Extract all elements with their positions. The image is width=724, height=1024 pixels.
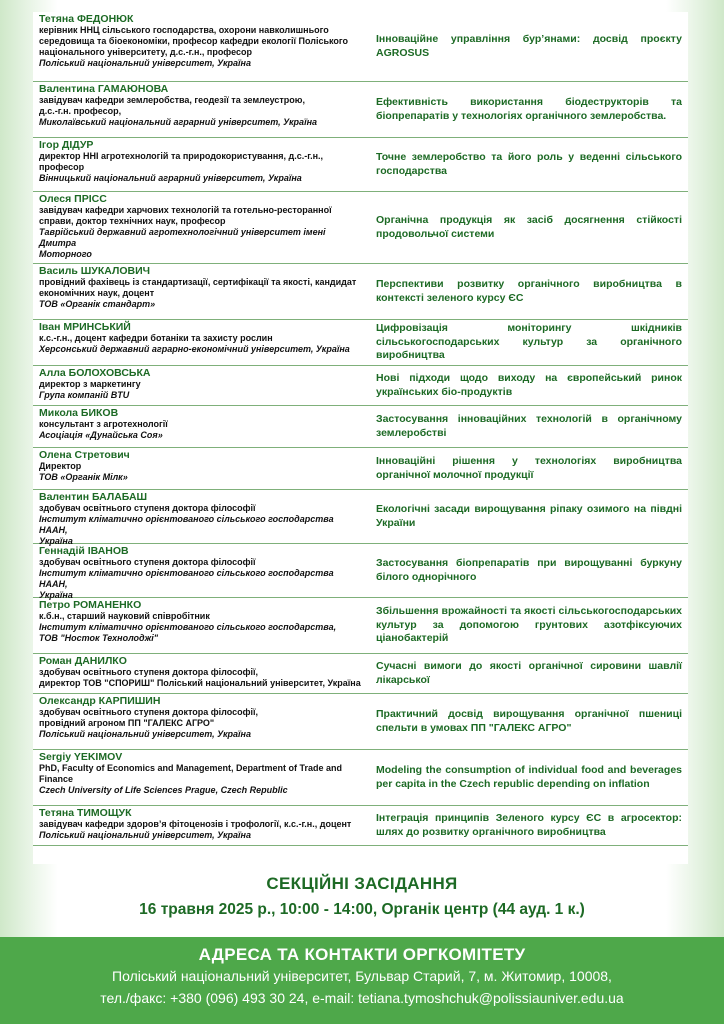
- speaker-position: здобувач освітнього ступеня доктора філософії,: [39, 707, 259, 717]
- speaker-details: [33, 544, 368, 600]
- talk-topic: Інноваційне управління бур’янами: досвід проєкту AGROSUS: [376, 33, 682, 59]
- talk-topic-cell: [368, 544, 688, 597]
- speaker-name: Олена Стретович: [39, 449, 130, 461]
- speaker-name: Валентина ГАМАЮНОВА: [39, 83, 169, 95]
- speaker-institution: Поліський національний університет, Україна: [39, 58, 251, 68]
- speaker-row: [33, 806, 688, 846]
- talk-topic-cell: [368, 654, 688, 693]
- speaker-institution: Інститут кліматично орієнтованого сільського господарства НААН,: [39, 514, 334, 535]
- speaker-details: [33, 82, 368, 137]
- speaker-row: [33, 490, 688, 544]
- speaker-details: [33, 448, 368, 489]
- speaker-name: Sergiy YEKIMOV: [39, 751, 123, 763]
- talk-topic-cell: [368, 264, 688, 319]
- talk-topic: Застосування біопрепаратів при вирощуванні буркуну білого однорічного: [376, 557, 682, 583]
- talk-topic-cell: [368, 806, 688, 845]
- speaker-row: [33, 320, 688, 366]
- speakers-table: [33, 12, 688, 864]
- speaker-position: завідувач кафедри землеробства, геодезії та землеустрою,: [39, 95, 305, 105]
- speaker-position: к.б.н., старший науковий співробітник: [39, 611, 210, 621]
- speaker-row: [33, 82, 688, 138]
- talk-topic-cell: [368, 192, 688, 263]
- speaker-institution: Моторного: [39, 249, 92, 259]
- speaker-position: економічних наук, доцент: [39, 288, 155, 298]
- talk-topic-cell: [368, 366, 688, 405]
- speaker-name: Геннадій ІВАНОВ: [39, 545, 129, 557]
- speaker-institution: Czech University of Life Sciences Prague, Czech Republic: [39, 785, 288, 795]
- speaker-position: здобувач освітнього ступеня доктора філософії: [39, 503, 256, 513]
- talk-topic: Сучасні вимоги до якості органічної сировини шавлії лікарської: [376, 660, 682, 686]
- contacts-phone: тел./факс: +380 (096) 493 30 24, e-mail: tetiana.tymoshchuk@polissiauniver.edu.ua: [100, 990, 624, 1006]
- speaker-row: [33, 544, 688, 598]
- speaker-details: [33, 320, 368, 365]
- speaker-row: [33, 694, 688, 750]
- speaker-name: Ігор ДІДУР: [39, 139, 94, 151]
- talk-topic-cell: [368, 138, 688, 191]
- talk-topic-cell: [368, 448, 688, 489]
- speaker-details: [33, 598, 368, 653]
- speaker-institution: ТОВ «Органік стандарт»: [39, 299, 156, 309]
- speaker-details: [33, 264, 368, 319]
- speaker-position: справи, доктор технічних наук, професор: [39, 216, 226, 226]
- talk-topic-cell: [368, 490, 688, 543]
- speaker-institution: Миколаївський національний аграрний університет, Україна: [39, 117, 318, 127]
- speaker-position: директор з маркетингу: [39, 379, 141, 389]
- sessions-date: 16 травня 2025 р., 10:00 - 14:00, Органік центр (44 ауд. 1 к.): [139, 901, 585, 918]
- talk-topic: Екологічні засади вирощування ріпаку озимого на півдні України: [376, 503, 682, 529]
- speaker-position: здобувач освітнього ступеня доктора філософії: [39, 557, 256, 567]
- speaker-details: [33, 12, 368, 81]
- speaker-position: Директор: [39, 461, 82, 471]
- talk-topic: Практичний досвід вирощування органічної пшениці спельти в умовах ПП "ГАЛЕКС АГРО": [376, 708, 682, 734]
- speaker-name: Петро РОМАНЕНКО: [39, 599, 142, 611]
- speaker-position: здобувач освітнього ступеня доктора філософії,: [39, 667, 259, 677]
- speaker-institution: Таврійський державний агротехнологічний університет імені Дмитра: [39, 227, 326, 248]
- speaker-name: Роман ДАНИЛКО: [39, 655, 127, 667]
- speaker-name: Олександр КАРПИШИН: [39, 695, 161, 707]
- speaker-institution: Група компаній BTU: [39, 390, 130, 400]
- sessions-block: [0, 873, 724, 921]
- talk-topic: Перспективи розвитку органічного виробництва в контексті зеленого курсу ЄС: [376, 278, 682, 304]
- speaker-name: Валентин БАЛАБАШ: [39, 491, 148, 503]
- speaker-row: [33, 750, 688, 806]
- speaker-institution: Поліський національний університет, Україна: [39, 729, 251, 739]
- speaker-details: [33, 138, 368, 191]
- speaker-details: [33, 694, 368, 749]
- speaker-position: директор ТОВ "СПОРИШ" Поліський національний університет, Україна: [39, 678, 361, 688]
- speaker-details: [33, 192, 368, 263]
- speaker-row: [33, 366, 688, 406]
- speaker-row: [33, 264, 688, 320]
- speaker-name: Микола БИКОВ: [39, 407, 119, 419]
- contacts-address: Поліський національний університет, Бульвар Старий, 7, м. Житомир, 10008,: [112, 968, 612, 984]
- speaker-row: [33, 598, 688, 654]
- speaker-institution: Херсонський державний аграрно-економічний університет, Україна: [39, 344, 350, 354]
- speaker-row: [33, 406, 688, 448]
- talk-topic-cell: [368, 82, 688, 137]
- speaker-name: Тетяна ФЕДОНЮК: [39, 13, 134, 25]
- speaker-details: [33, 806, 368, 845]
- talk-topic: Інноваційні рішення у технологіях виробництва органічної молочної продукції: [376, 455, 682, 481]
- talk-topic: Modeling the consumption of individual food and beverages per capita in the Czech republic depending on inflation: [376, 764, 682, 790]
- speaker-institution: ТОВ "Носток Технолоджі": [39, 633, 159, 643]
- speaker-position: провідний фахівець із стандартизації, сертифікації та якості, кандидат: [39, 277, 357, 287]
- speaker-position: PhD, Faculty of Economics and Management, Department of Trade and: [39, 763, 343, 773]
- speaker-details: [33, 750, 368, 805]
- speaker-position: директор ННІ агротехнологій та природокористування, д.с.-г.н.,: [39, 151, 324, 161]
- speaker-institution: ТОВ «Органік Мілк»: [39, 472, 128, 482]
- talk-topic-cell: [368, 598, 688, 653]
- talk-topic: Збільшення врожайності та якості сільськогосподарських культур за допомогою грунтових азотфіксуючих ціанобактерій: [376, 605, 682, 645]
- speaker-institution: Асоціація «Дунайська Соя»: [39, 430, 163, 440]
- speaker-position: середовища та біоекономіки, професор кафедри екології Поліського: [39, 36, 349, 46]
- talk-topic-cell: [368, 320, 688, 365]
- speaker-institution: Інститут кліматично орієнтованого сільського господарства НААН,: [39, 568, 334, 589]
- speaker-name: Тетяна ТИМОЩУК: [39, 807, 132, 819]
- speaker-details: [33, 654, 368, 693]
- speaker-name: Іван МРИНСЬКИЙ: [39, 321, 131, 333]
- speaker-name: Василь ШУКАЛОВИЧ: [39, 265, 151, 277]
- talk-topic: Ефективність використання біодеструкторів та біопрепаратів у технологіях органічного землеробства.: [376, 96, 682, 122]
- speaker-row: [33, 192, 688, 264]
- talk-topic: Точне землеробство та його роль у веденні сільського господарства: [376, 151, 682, 177]
- talk-topic: Інтеграція принципів Зеленого курсу ЄС в агросектор: шлях до розвитку органічного виробництва: [376, 812, 682, 838]
- speaker-name: Алла БОЛОХОВСЬКА: [39, 367, 151, 379]
- speaker-position: завідувач кафедри здоров’я фітоценозів і трофології, к.с.-г.н., доцент: [39, 819, 352, 829]
- speaker-institution: Україна: [39, 590, 73, 600]
- speaker-institution: Україна: [39, 536, 73, 546]
- sessions-title: СЕКЦІЙНІ ЗАСІДАННЯ: [266, 874, 458, 893]
- speaker-position: провідний агроном ПП "ГАЛЕКС АГРО": [39, 718, 215, 728]
- speaker-position: Finance: [39, 774, 74, 784]
- talk-topic: Нові підходи щодо виходу на європейський ринок українських біо-продуктів: [376, 372, 682, 398]
- talk-topic-cell: [368, 750, 688, 805]
- talk-topic: Застосування інноваційних технологій в органічному землеробстві: [376, 413, 682, 439]
- speaker-position: професор: [39, 162, 85, 172]
- contacts-title: АДРЕСА ТА КОНТАКТИ ОРГКОМІТЕТУ: [198, 945, 526, 964]
- talk-topic-cell: [368, 406, 688, 447]
- speaker-position: завідувач кафедри харчових технологій та готельно-ресторанної: [39, 205, 332, 215]
- speaker-position: національного університету, д.с.-г.н., професор: [39, 47, 252, 57]
- speaker-position: к.с.-г.н., доцент кафедри ботаніки та захисту рослин: [39, 333, 273, 343]
- speaker-row: [33, 448, 688, 490]
- contacts-banner: [0, 937, 724, 1024]
- speaker-details: [33, 366, 368, 405]
- speaker-row: [33, 138, 688, 192]
- speaker-institution: Інститут кліматично орієнтованого сільського господарства,: [39, 622, 337, 632]
- speaker-position: керівник ННЦ сільського господарства, охорони навколишнього: [39, 25, 329, 35]
- speaker-institution: Поліський національний університет, Україна: [39, 830, 251, 840]
- speaker-institution: Вінницький національний аграрний університет, Україна: [39, 173, 302, 183]
- talk-topic: Органічна продукція як засіб досягнення стійкості продовольчої системи: [376, 214, 682, 240]
- speaker-row: [33, 12, 688, 82]
- speaker-position: д.с.-г.н. професор,: [39, 106, 122, 116]
- speaker-details: [33, 406, 368, 447]
- speaker-details: [33, 490, 368, 546]
- talk-topic-cell: [368, 694, 688, 749]
- talk-topic: Цифровізація моніторингу шкідників сільськогосподарських культур за органічного виробництва: [376, 322, 682, 362]
- speaker-position: консультант з агротехнології: [39, 419, 168, 429]
- talk-topic-cell: [368, 12, 688, 81]
- speaker-row: [33, 654, 688, 694]
- speaker-name: Олеся ПРІСС: [39, 193, 107, 205]
